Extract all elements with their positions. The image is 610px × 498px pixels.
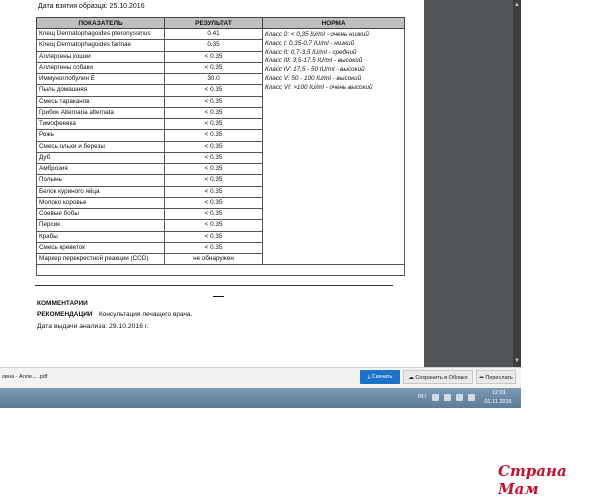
indicator-name: Персик — [37, 220, 165, 231]
header-indicator: ПОКАЗАТЕЛЬ — [37, 18, 165, 29]
result-value: < 0.35 — [165, 130, 263, 141]
indicator-name: Пыль домашняя — [37, 85, 165, 96]
table-row — [37, 29, 405, 40]
result-value: < 0.35 — [165, 152, 263, 163]
windows-taskbar — [0, 388, 521, 408]
short-dash — [213, 296, 224, 297]
indicator-name: Смесь креветок — [37, 242, 165, 253]
results-table — [36, 17, 405, 276]
indicator-name: Белок куриного яйца — [37, 186, 165, 197]
norm-line: Класс VI: >100 IU/ml - очень высокий — [265, 83, 373, 91]
clock-date[interactable]: 01.11.2016 — [484, 399, 512, 405]
norm-line: Класс V: 50 - 100 IU/ml - высокий — [265, 74, 362, 82]
result-value: < 0.35 — [165, 107, 263, 118]
recommendations-label: РЕКОМЕНДАЦИИ — [37, 311, 93, 318]
indicator-name: Амброзия — [37, 164, 165, 175]
sample-date: Дата взятия образца: 25.10.2016 — [38, 3, 145, 10]
tray-chevron-icon[interactable] — [432, 394, 439, 401]
result-value: 0.35 — [165, 40, 263, 51]
result-value: 30.0 — [165, 74, 263, 85]
indicator-name: Соевые бобы — [37, 209, 165, 220]
cloud-icon: ☁ — [408, 375, 416, 381]
indicator-name: Аллергены кошки — [37, 51, 165, 62]
indicator-name: Тимофеевка — [37, 119, 165, 130]
result-value: < 0.35 — [165, 186, 263, 197]
table-header-row — [37, 18, 405, 29]
send-button[interactable] — [476, 370, 516, 384]
indicator-name: Аллергены собаки — [37, 62, 165, 73]
indicator-name: Смесь тараканов — [37, 96, 165, 107]
indicator-name: Клещ Dermatophagoides pteronyssinus — [37, 29, 165, 40]
result-value: < 0.35 — [165, 96, 263, 107]
indicator-name: Иммуноглобулин E — [37, 74, 165, 85]
result-value: < 0.35 — [165, 175, 263, 186]
blank-cell — [37, 265, 405, 276]
norm-cell — [263, 29, 405, 265]
section-divider — [35, 285, 393, 286]
send-label: Переслать — [485, 375, 513, 381]
download-label: Скачать — [371, 374, 393, 380]
result-value: < 0.35 — [165, 51, 263, 62]
norm-line: Класс IV: 17,5 - 50 IU/ml - высокий — [265, 66, 365, 74]
issue-date: Дата выдачи анализа: 29.10.2016 г. — [37, 323, 149, 330]
clock-time[interactable]: 12:01 — [492, 390, 506, 396]
send-icon: ➦ — [479, 375, 486, 381]
vertical-scrollbar[interactable] — [513, 0, 521, 367]
recommendations-text: Консультация лечащего врача. — [99, 311, 193, 318]
result-value: < 0.35 — [165, 242, 263, 253]
indicator-name: Дуб — [37, 152, 165, 163]
indicator-name: Грибок Alternaria alternata — [37, 107, 165, 118]
result-value: 0.41 — [165, 29, 263, 40]
download-button[interactable] — [360, 370, 400, 384]
comments-label: КОММЕНТАРИИ — [37, 300, 88, 307]
norm-line: Класс 0: < 0,35 IU/ml - очень низкий — [265, 31, 369, 38]
result-value: < 0.35 — [165, 209, 263, 220]
indicator-name: Смесь ольхи и березы — [37, 141, 165, 152]
watermark-logo: Страна Мам — [498, 462, 567, 498]
indicator-name: Маркер перекрестной реакции (CCD) — [37, 254, 165, 265]
file-name[interactable]: овна - Алле... .pdf — [2, 374, 48, 380]
indicator-name: Полынь — [37, 175, 165, 186]
result-value: не обнаружен — [165, 254, 263, 265]
tray-network-icon[interactable] — [456, 394, 463, 401]
result-value: < 0.35 — [165, 119, 263, 130]
indicator-name: Клещ Dermatophagoides farinae — [37, 40, 165, 51]
result-value: < 0.35 — [165, 197, 263, 208]
scroll-down-icon[interactable]: ▼ — [514, 358, 520, 364]
result-value: < 0.35 — [165, 141, 263, 152]
indicator-name: Молоко коровье — [37, 197, 165, 208]
result-value: < 0.35 — [165, 220, 263, 231]
save-cloud-label: Сохранить в Облако — [415, 375, 468, 381]
result-value: < 0.35 — [165, 231, 263, 242]
save-to-cloud-button[interactable] — [403, 370, 473, 384]
norm-line: Класс III: 3,5-17,5 IU/ml - высокий — [265, 57, 363, 65]
header-result: РЕЗУЛЬТАТ — [165, 18, 263, 29]
indicator-name: Крабы — [37, 231, 165, 242]
result-value: < 0.35 — [165, 62, 263, 73]
scroll-up-icon[interactable]: ▲ — [514, 2, 520, 8]
header-norm: НОРМА — [263, 18, 405, 29]
indicator-name: Рожь — [37, 130, 165, 141]
norm-line: Класс II: 0,7-3,5 IU/ml - средний — [265, 48, 357, 56]
language-indicator[interactable]: RU — [418, 394, 426, 400]
norm-line: Класс I: 0,35-0,7 IU/ml - низкий — [265, 39, 355, 47]
result-value: < 0.35 — [165, 164, 263, 175]
tray-volume-icon[interactable] — [468, 394, 475, 401]
tray-flag-icon[interactable] — [444, 394, 451, 401]
download-icon: ⤓ — [367, 374, 372, 380]
result-value: < 0.35 — [165, 85, 263, 96]
table-blank-row — [37, 265, 405, 276]
